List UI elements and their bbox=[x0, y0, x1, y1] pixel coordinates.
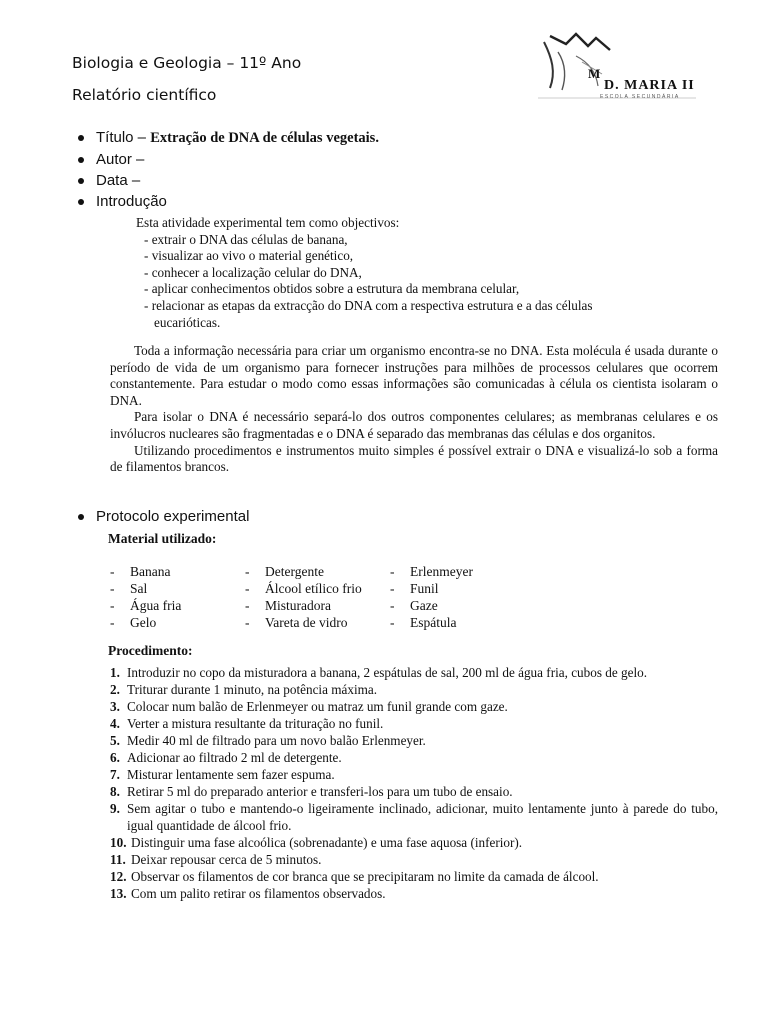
objective-item: eucarióticas. bbox=[154, 314, 221, 330]
materials-column-1 bbox=[110, 563, 181, 631]
objective-item: - extrair o DNA das células de banana, bbox=[144, 231, 348, 247]
procedure-step: 12. Observar os filamentos de cor branca que se precipitaram no limite da camada de álcool. bbox=[110, 869, 599, 884]
objectives-list bbox=[136, 215, 696, 331]
material-item: - Detergente bbox=[245, 564, 324, 579]
material-item: - Funil bbox=[390, 581, 439, 596]
bullet-date-label: Data – bbox=[96, 172, 141, 189]
header-report-type: Relatório científico bbox=[72, 86, 217, 104]
intro-paragraphs bbox=[110, 343, 718, 476]
school-logo bbox=[536, 28, 716, 106]
procedure-step: 7. Misturar lentamente sem fazer espuma. bbox=[110, 767, 335, 782]
material-item: - Erlenmeyer bbox=[390, 564, 473, 579]
procedure-step: 3. Colocar num balão de Erlenmeyer ou matraz um funil grande com gaze. bbox=[110, 699, 508, 714]
bullet-title bbox=[78, 129, 379, 147]
materials-column-3 bbox=[390, 563, 473, 631]
material-item: - Espátula bbox=[390, 615, 457, 630]
material-item: - Água fria bbox=[110, 598, 182, 613]
bullet-icon bbox=[78, 199, 84, 205]
intro-paragraph: Utilizando procedimentos e instrumentos muito simples é possível extrair o DNA e visualizá-lo sob a forma de filamentos brancos. bbox=[110, 442, 718, 475]
objective-item: - conhecer a localização celular do DNA, bbox=[144, 264, 362, 280]
procedure-list bbox=[110, 664, 718, 902]
materials-column-2 bbox=[245, 563, 362, 631]
procedure-step: 13. Com um palito retirar os filamentos observados. bbox=[110, 886, 386, 901]
bullet-protocol-label: Protocolo experimental bbox=[96, 508, 250, 525]
procedure-step: 1. Introduzir no copo da misturadora a banana, 2 espátulas de sal, 200 ml de água fria, cubos de gelo. bbox=[110, 665, 648, 680]
bullet-icon bbox=[78, 157, 84, 163]
header-subject: Biologia e Geologia – 11º Ano bbox=[72, 54, 302, 72]
material-item: - Vareta de vidro bbox=[245, 615, 348, 630]
material-item: - Álcool etílico frio bbox=[245, 581, 362, 596]
bullet-title-value: Extração de DNA de células vegetais. bbox=[150, 130, 379, 146]
procedure-step: 9. Sem agitar o tubo e mantendo-o ligeiramente inclinado, adicionar, muito lentamente junto à parede do tubo, igual quantidade de álcool frio. bbox=[110, 801, 718, 833]
bullet-introduction bbox=[78, 193, 167, 210]
procedure-step: 8. Retirar 5 ml do preparado anterior e transferi-los para um tubo de ensaio. bbox=[110, 784, 513, 799]
bullet-icon bbox=[78, 178, 84, 184]
procedure-step: 5. Medir 40 ml de filtrado para um novo balão Erlenmeyer. bbox=[110, 733, 426, 748]
bullet-introduction-label: Introdução bbox=[96, 193, 167, 210]
material-item: - Banana bbox=[110, 564, 171, 579]
bullet-title-label: Título – bbox=[96, 129, 151, 146]
objective-item: - relacionar as etapas da extracção do DNA com a respectiva estrutura e a das células bbox=[144, 297, 593, 313]
objective-item: - aplicar conhecimentos obtidos sobre a estrutura da membrana celular, bbox=[144, 281, 520, 297]
procedure-step: 10. Distinguir uma fase alcoólica (sobrenadante) e uma fase aquosa (inferior). bbox=[110, 835, 523, 850]
bullet-icon bbox=[78, 514, 84, 520]
material-item: - Sal bbox=[110, 581, 148, 596]
material-item: - Misturadora bbox=[245, 598, 331, 613]
objectives-heading: Esta atividade experimental tem como objectivos: bbox=[136, 215, 400, 230]
procedure-step: 6. Adicionar ao filtrado 2 ml de detergente. bbox=[110, 750, 342, 765]
logo-monogram: M bbox=[588, 66, 601, 81]
materials-heading: Material utilizado: bbox=[108, 531, 217, 546]
intro-paragraph: Toda a informação necessária para criar um organismo encontra-se no DNA. Esta molécula é usada durante o período de vida de um organismo para fornecer instruções para milhões de processos celulares que ocorrem constantemente. Para estudar o modo como essas informações são comunicadas à célula os cientista isolaram o DNA. bbox=[110, 343, 718, 408]
procedure-heading: Procedimento: bbox=[108, 643, 193, 658]
bullet-protocol bbox=[78, 508, 249, 525]
intro-paragraph: Para isolar o DNA é necessário separá-lo dos outros componentes celulares; as membranas celulares e os invólucros nucleares são fragmentadas e o DNA é separado das membranas das células e dos organitos. bbox=[110, 409, 718, 441]
material-item: - Gaze bbox=[390, 598, 438, 613]
bullet-author-label: Autor – bbox=[96, 151, 145, 168]
procedure-step: 2. Triturar durante 1 minuto, na potência máxima. bbox=[110, 682, 378, 697]
logo-school-name: D. MARIA II bbox=[604, 78, 695, 93]
logo-small-text: ESCOLA SECUNDÁRIA bbox=[600, 94, 680, 100]
bullet-author bbox=[78, 151, 144, 168]
objective-item: - visualizar ao vivo o material genético, bbox=[144, 248, 354, 264]
material-item: - Gelo bbox=[110, 615, 157, 630]
procedure-step: 4. Verter a mistura resultante da trituração no funil. bbox=[110, 716, 384, 731]
procedure-step: 11. Deixar repousar cerca de 5 minutos. bbox=[110, 852, 322, 867]
bullet-icon bbox=[78, 135, 84, 141]
bullet-date bbox=[78, 172, 140, 189]
